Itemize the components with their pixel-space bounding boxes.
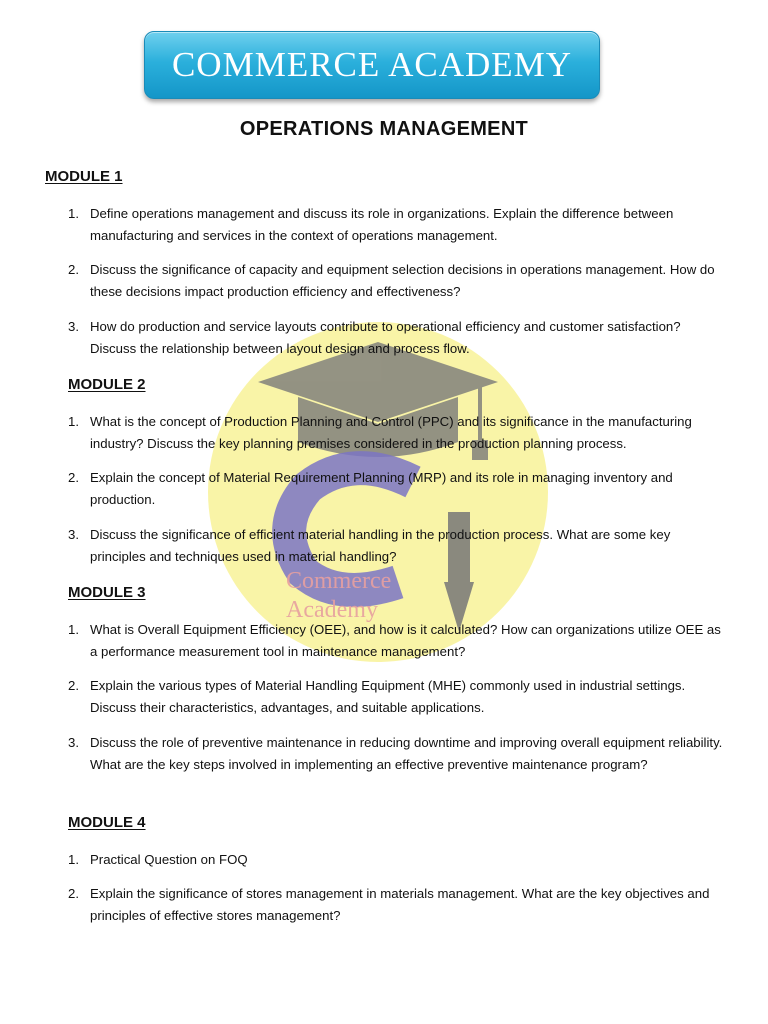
question-text: Define operations management and discuss its role in organizations. Explain the difference between manufacturing and services in the context of operations management. <box>90 206 674 243</box>
academy-banner <box>144 31 600 99</box>
question-number: 3. <box>68 527 79 542</box>
module-heading: MODULE 4 <box>68 814 146 831</box>
question-text: Explain the significance of stores management in materials management. What are the key objectives and principles of effective stores management? <box>90 886 710 923</box>
question-text: What is the concept of Production Planning and Control (PPC) and its significance in the manufacturing industry? Discuss the key planning premises considered in the production planning process. <box>90 414 692 451</box>
watermark-text-line1: Commerce <box>286 568 392 594</box>
question-item <box>68 849 728 871</box>
question-text: What is Overall Equipment Efficiency (OEE), and how is it calculated? How can organizations utilize OEE as a performance measurement tool in maintenance management? <box>90 622 721 659</box>
question-item <box>68 316 728 359</box>
question-number: 1. <box>68 414 79 429</box>
question-text: Explain the concept of Material Requirement Planning (MRP) and its role in managing inventory and production. <box>90 470 673 507</box>
question-text: Practical Question on FOQ <box>90 852 248 867</box>
question-number: 2. <box>68 886 79 901</box>
question-text: Explain the various types of Material Handling Equipment (MHE) commonly used in industrial settings. Discuss their characteristics, advantages, and suitable applications. <box>90 678 686 715</box>
question-number: 2. <box>68 678 79 693</box>
banner-title: COMMERCE ACADEMY <box>171 45 573 84</box>
question-number: 2. <box>68 470 79 485</box>
module-heading: MODULE 2 <box>68 376 146 393</box>
question-number: 2. <box>68 262 79 277</box>
question-item <box>68 619 728 662</box>
question-number: 1. <box>68 622 79 637</box>
question-number: 1. <box>68 852 79 867</box>
module-heading: MODULE 3 <box>68 584 146 601</box>
question-text: Discuss the significance of efficient material handling in the production process. What are some key principles and techniques used in material handling? <box>90 527 671 564</box>
watermark-text-line2: Academy <box>286 597 378 623</box>
question-number: 3. <box>68 319 79 334</box>
question-item <box>68 883 728 926</box>
question-item <box>68 259 728 302</box>
question-item <box>68 411 728 454</box>
question-number: 3. <box>68 735 79 750</box>
document-title: OPERATIONS MANAGEMENT <box>239 118 529 140</box>
question-item <box>68 732 728 775</box>
question-text: How do production and service layouts contribute to operational efficiency and customer satisfaction? Discuss the relationship between layout design and process flow. <box>90 319 681 356</box>
question-item <box>68 524 728 567</box>
module-heading: MODULE 1 <box>45 168 123 185</box>
question-text: Discuss the role of preventive maintenance in reducing downtime and improving overall equipment reliability. What are the key steps involved in implementing an effective preventive maintenance program? <box>90 735 723 772</box>
question-item <box>68 467 728 510</box>
question-text: Discuss the significance of capacity and equipment selection decisions in operations management. How do these decisions impact production efficiency and effectiveness? <box>90 262 715 299</box>
question-item <box>68 675 728 718</box>
question-item <box>68 203 728 246</box>
question-number: 1. <box>68 206 79 221</box>
